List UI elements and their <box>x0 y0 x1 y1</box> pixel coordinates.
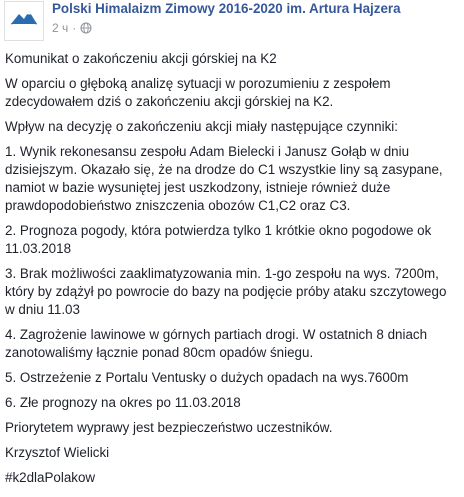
post-paragraph: 4. Zagrożenie lawinowe w górnych partiach drogi. W ostatnich 8 dniach zanotowaliśmy łącznie ponad 80cm opadów śniegu. <box>5 327 428 360</box>
post-paragraph: Wpływ na decyzję o zakończeniu akcji miały następujące czynniki: <box>5 119 398 134</box>
post-body <box>5 50 455 494</box>
post-signature: Krzysztof Wielicki <box>5 445 110 460</box>
post-paragraph: 5. Ostrzeżenie z Portalu Ventusky o dużych opadach na wys.7600m <box>5 370 409 385</box>
post-paragraph: 6. Złe prognozy na okres po 11.03.2018 <box>5 395 241 410</box>
post-paragraph: 1. Wynik rekonesansu zespołu Adam Bielecki i Janusz Gołąb w dniu dzisiejszym. Okazało się, że na drodze do C1 wszystkie liny są zasypane, namiot w bazie wysuniętej jest uszkodzony, istnieje również duże prawdopodobieństwo zniszczenia obozów C1,C2 oraz C3. <box>5 144 443 213</box>
post-paragraph: 2. Prognoza pogody, która potwierdza tylko 1 krótkie okno pogodowe ok 11.03.2018 <box>5 223 432 256</box>
page-logo-icon <box>5 2 43 40</box>
post-timestamp[interactable]: 2 ч <box>52 21 69 35</box>
globe-icon[interactable] <box>80 22 92 34</box>
hashtag-link[interactable]: #k2dlaPolakow <box>5 470 96 485</box>
page-name-link[interactable]: Polski Himalaizm Zimowy 2016-2020 im. Artura Hajzera <box>52 1 401 16</box>
post-header <box>0 0 464 44</box>
post-paragraph-title: Komunikat o zakończeniu akcji górskiej na K2 <box>5 51 277 66</box>
post-paragraph: 3. Brak możliwości zaaklimatyzowania min. 1-go zespołu na wys. 7200m, który by zdążył po powrocie do bazy na podjęcie próby ataku szczytowego w dniu 11.03 <box>5 266 447 317</box>
post-paragraph: W oparciu o głęboką analizę sytuacji w porozumieniu z zespołem zdecydowałem dziś o zakończeniu akcji górskiej na K2. <box>5 76 391 109</box>
meta-separator: · <box>72 21 77 35</box>
post-meta <box>52 21 92 35</box>
avatar[interactable] <box>4 1 44 41</box>
post-paragraph: Priorytetem wyprawy jest bezpieczeństwo uczestników. <box>5 420 333 435</box>
